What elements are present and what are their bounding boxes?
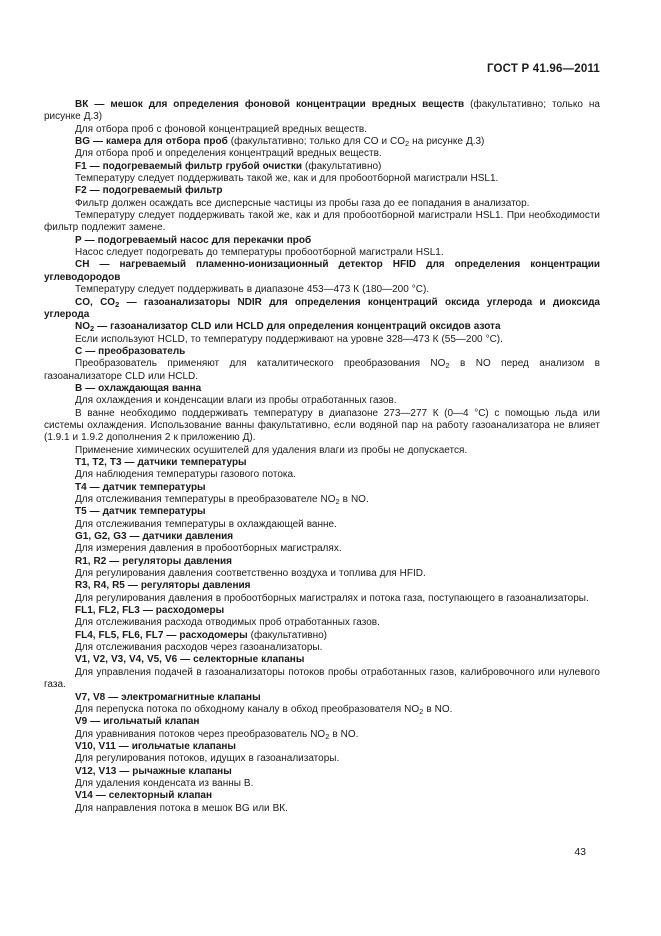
paragraph: [44, 494, 600, 506]
text-segment: Температуру следует поддерживать такой же, как и для пробоотборной магистрали HSL1.: [75, 173, 499, 185]
text-segment: Для наблюдения температуры газового потока.: [75, 469, 296, 481]
term-label: Т4 — датчик температуры: [75, 481, 206, 493]
paragraph: [44, 395, 600, 407]
paragraph: [44, 148, 600, 160]
paragraph: [44, 519, 600, 531]
text-segment: Фильтр должен осаждать все дисперсные частицы из пробы газа до ее попадания в анализатор.: [75, 197, 530, 209]
term-label: NO: [75, 321, 90, 333]
paragraph: [44, 568, 600, 580]
text-segment: Для отбора проб с фоновой концентрацией вредных веществ.: [75, 123, 367, 135]
term-label: Т5 — датчик температуры: [75, 506, 206, 518]
text-segment: в NO.: [329, 728, 359, 740]
paragraph: [44, 284, 600, 296]
paragraph: [44, 136, 600, 148]
text-segment: в NO.: [423, 703, 453, 715]
text-segment: Для отбора проб и определения концентраций вредных веществ.: [75, 148, 382, 160]
text-segment: Для регулирования потоков, идущих в газоанализаторы.: [75, 753, 340, 765]
text-segment: (факультативно): [247, 629, 328, 641]
paragraph: [44, 617, 600, 629]
text-segment: Для измерения давления в пробоотборных магистралях.: [75, 543, 342, 555]
paragraph: [44, 482, 600, 494]
paragraph: [44, 124, 600, 136]
paragraph: [44, 766, 600, 778]
term-label: V7, V8 — электромагнитные клапаны: [75, 691, 261, 703]
text-segment: на рисунке Д.3): [409, 136, 485, 148]
text-segment: Для перепуска потока по обходному каналу в обход преобразователя NO: [75, 703, 420, 715]
term-label: СН — нагреваемый пламенно-ионизационный детектор HFID для определения концентрации углеводородов: [44, 259, 600, 283]
text-segment: в NO.: [339, 494, 369, 505]
text-segment: 2: [325, 731, 330, 741]
page-header: [487, 63, 600, 75]
paragraph: [44, 543, 600, 555]
term-label: — газоанализаторы NDIR для определения концентраций оксида углерода и диоксида углерода: [44, 296, 600, 320]
text-segment: Если используют HCLD, то температуру поддерживают на уровне 328—473 К (55—200 °С).: [75, 333, 503, 345]
term-label: BG — камера для отбора проб: [75, 136, 228, 148]
paragraph: [44, 210, 600, 235]
text-segment: Для регулирования давления в пробоотборных магистралях и потока газа, поступающего в газоанализаторы.: [75, 592, 589, 604]
paragraph: [44, 321, 600, 333]
term-label: V10, V11 — игольчатые клапаны: [75, 740, 236, 752]
paragraph: [44, 729, 600, 741]
term-label: FL1, FL2, FL3 — расходомеры: [75, 605, 225, 617]
paragraph: [44, 445, 600, 457]
paragraph: [44, 531, 600, 543]
term-label: V1, V2, V3, V4, V5, V6 — селекторные клапаны: [75, 654, 305, 666]
paragraph: [44, 654, 600, 666]
paragraph: [44, 198, 600, 210]
paragraph: [44, 297, 600, 322]
text-segment: Для охлаждения и конденсации влаги из пробы отработанных газов.: [75, 395, 397, 407]
text-segment: Температуру следует поддерживать такой же, как и для пробоотборной магистрали HSL1. При необходимости фильтр подлежит замене.: [44, 210, 600, 234]
term-label: G1, G2, G3 — датчики давления: [75, 531, 234, 543]
term-label: V14 — селекторный клапан: [75, 790, 213, 802]
term-label: ВК — мешок для определения фоновой концентрации вредных веществ: [75, 99, 465, 110]
paragraph: [44, 457, 600, 469]
paragraph: [44, 383, 600, 395]
paragraph: [44, 161, 600, 173]
paragraph: [44, 99, 600, 124]
paragraph: [44, 642, 600, 654]
paragraph: [44, 630, 600, 642]
paragraph: [44, 704, 600, 716]
text-segment: Применение химических осушителей для удаления влаги из пробы не допускается.: [75, 444, 468, 456]
document-body: [44, 99, 600, 815]
term-label: С — преобразователь: [75, 345, 186, 357]
text-segment: Для отслеживания расходов через газоанализаторы.: [75, 642, 323, 654]
text-segment: Для отслеживания расхода отводимых проб отработанных газов.: [75, 617, 380, 629]
paragraph: [44, 593, 600, 605]
paragraph: [44, 605, 600, 617]
text-segment: 2: [405, 139, 410, 149]
text-segment: Для удаления конденсата из ванны В.: [75, 777, 254, 789]
text-segment: (факультативно; только для CO и CO: [227, 136, 406, 148]
text-segment: 2: [419, 706, 424, 716]
paragraph: [44, 692, 600, 704]
term-label: CO, CO: [75, 296, 116, 308]
term-label: — газоанализатор CLD или HCLD для определения концентраций оксидов азота: [94, 321, 501, 333]
text-segment: Насос следует подогревать до температуры пробоотборной магистрали HSL1.: [75, 247, 444, 259]
text-segment: Преобразователь применяют для каталитического преобразования NO: [75, 358, 446, 370]
paragraph: [44, 506, 600, 518]
paragraph: [44, 778, 600, 790]
text-segment: Для отслеживания температуры в охлаждающей ванне.: [75, 518, 337, 530]
paragraph: [44, 469, 600, 481]
paragraph: [44, 753, 600, 765]
paragraph: [44, 247, 600, 259]
text-segment: Для направления потока в мешок BG или ВК.: [75, 802, 288, 814]
page-footer: [574, 846, 586, 858]
paragraph: [44, 173, 600, 185]
text-segment: Температуру следует поддерживать в диапазоне 453—473 К (180—200 °С).: [75, 284, 430, 296]
term-label: 2: [115, 299, 120, 309]
text-segment: 2: [445, 361, 450, 371]
paragraph: [44, 185, 600, 197]
term-label: FL4, FL5, FL6, FL7 — расходомеры: [75, 629, 248, 641]
term-label: В — охлаждающая ванна: [75, 382, 202, 394]
text-segment: В ванне необходимо поддерживать температуру в диапазоне 273—277 К (0—4 °С) с помощью льда или системы охлаждения. Использование ванны факультативно, если водяной пар на работу газоанализатора не влияет (1.9.1 и 1.9.2 дополнения 2 к приложению Д).: [44, 407, 600, 444]
paragraph: [44, 741, 600, 753]
paragraph: [44, 803, 600, 815]
term-label: V12, V13 — рычажные клапаны: [75, 765, 232, 777]
text-segment: Для регулирования давления соответственно воздуха и топлива для HFID.: [75, 568, 426, 580]
text-segment: (факультативно): [302, 160, 382, 172]
paragraph: [44, 358, 600, 383]
term-label: F2 — подогреваемый фильтр: [75, 185, 223, 197]
term-label: Т1, Т2, Т3 — датчики температуры: [75, 456, 247, 468]
text-segment: Для уравнивания потоков через преобразователь NO: [75, 728, 326, 740]
paragraph: [44, 580, 600, 592]
text-segment: 2: [335, 497, 340, 506]
paragraph: [44, 667, 600, 692]
doc-number: ГОСТ Р 41.96—2011: [486, 63, 600, 75]
paragraph: [44, 408, 600, 445]
paragraph: [44, 346, 600, 358]
term-label: 2: [90, 324, 95, 334]
paragraph: [44, 334, 600, 346]
text-segment: Для отслеживания температуры в преобразователе NO: [75, 494, 336, 505]
text-segment: в NO перед анализом в газоанализаторе CLD или HCLD.: [44, 358, 600, 382]
paragraph: [44, 716, 600, 728]
paragraph: [44, 556, 600, 568]
term-label: Р — подогреваемый насос для перекачки проб: [75, 234, 312, 246]
term-label: F1 — подогреваемый фильтр грубой очистки: [75, 160, 303, 172]
text-segment: Для управления подачей в газоанализаторы потоков пробы отработанных газов, калибровочного или нулевого газа.: [44, 666, 600, 691]
term-label: V9 — игольчатый клапан: [75, 716, 200, 728]
paragraph: [44, 259, 600, 284]
term-label: R3, R4, R5 — регуляторы давления: [75, 580, 251, 592]
paragraph: [44, 235, 600, 247]
text-segment: (факультативно; только на рисунке Д.3): [44, 99, 600, 123]
paragraph: [44, 790, 600, 802]
page-number: 43: [574, 846, 586, 858]
term-label: R1, R2 — регуляторы давления: [75, 555, 232, 567]
